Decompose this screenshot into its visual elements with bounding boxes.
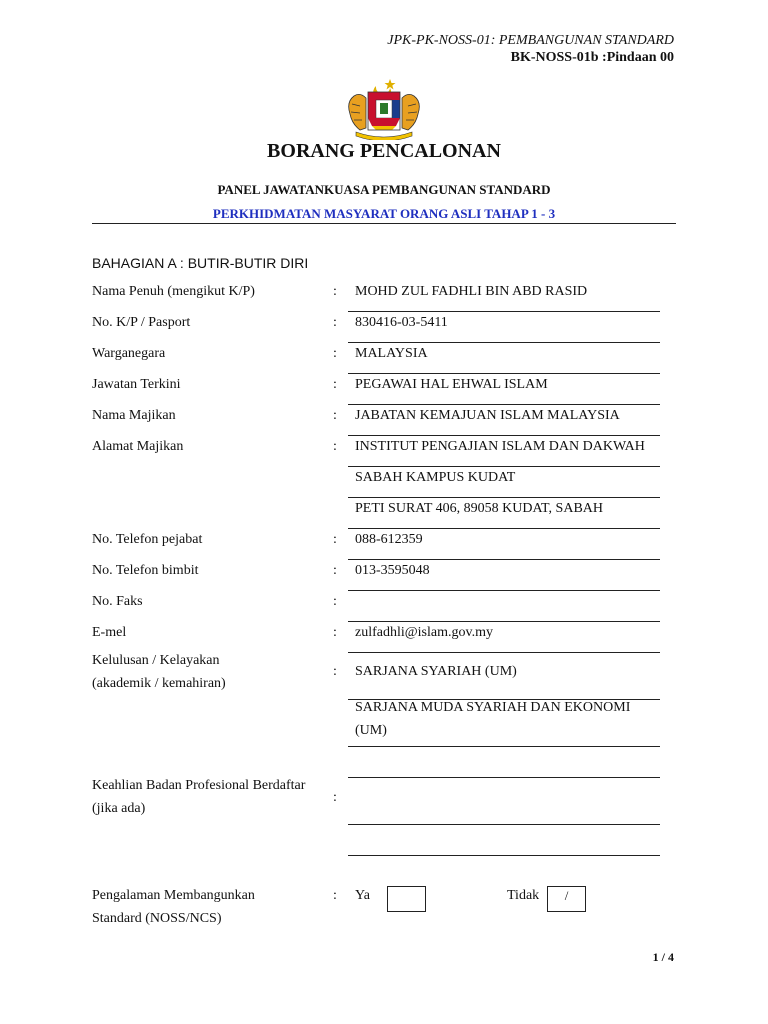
field-colon: : (333, 625, 337, 640)
field-label-mobile-phone: No. Telefon bimbit (92, 563, 199, 578)
field-label-professional-body: Keahlian Badan Profesional Berdaftar (92, 778, 306, 793)
field-label-employer-address: Alamat Majikan (92, 439, 184, 454)
title-divider (92, 223, 676, 224)
option-yes-label: Ya (355, 888, 370, 903)
field-value-office-phone[interactable]: 088-612359 (355, 532, 423, 547)
page-number: 1 / 4 (652, 950, 674, 964)
field-value-email[interactable]: zulfadhli@islam.gov.my (355, 625, 493, 640)
field-underline (348, 590, 660, 591)
field-value-full-name[interactable]: MOHD ZUL FADHLI BIN ABD RASID (355, 284, 588, 299)
field-colon: : (333, 532, 337, 547)
field-underline (348, 855, 660, 856)
option-yes-checkbox[interactable] (387, 886, 426, 912)
field-colon: : (333, 664, 337, 679)
field-value-ic[interactable]: 830416-03-5411 (355, 315, 448, 330)
field-value-position[interactable]: PEGAWAI HAL EHWAL ISLAM (355, 377, 548, 392)
field-label-position: Jawatan Terkini (92, 377, 181, 392)
option-no-label: Tidak (507, 888, 540, 903)
form-subtitle: PANEL JAWATANKUASA PEMBANGUNAN STANDARD (217, 182, 551, 197)
field-label-office-phone: No. Telefon pejabat (92, 532, 203, 547)
field-label-ic: No. K/P / Pasport (92, 315, 191, 330)
field-label-experience-note: Standard (NOSS/NCS) (92, 911, 222, 926)
field-label-experience: Pengalaman Membangunkan (92, 888, 255, 903)
form-title: BORANG PENCALONAN (267, 140, 501, 162)
field-colon: : (333, 284, 337, 299)
field-value-employer[interactable]: JABATAN KEMAJUAN ISLAM MALAYSIA (355, 408, 620, 423)
field-underline (348, 824, 660, 825)
field-colon: : (333, 594, 337, 609)
option-no-checkbox[interactable]: / (547, 886, 586, 912)
field-label-fax: No. Faks (92, 594, 143, 609)
field-label-nationality: Warganegara (92, 346, 166, 361)
field-label-qualification-note: (akademik / kemahiran) (92, 676, 226, 691)
field-colon: : (333, 888, 337, 903)
field-value-qualification-2-cont[interactable]: (UM) (355, 723, 387, 738)
field-value-address-line-3[interactable]: PETI SURAT 406, 89058 KUDAT, SABAH (355, 501, 604, 516)
field-underline (348, 777, 660, 778)
field-value-address-line-1[interactable]: INSTITUT PENGAJIAN ISLAM DAN DAKWAH (355, 439, 645, 454)
field-label-email: E-mel (92, 625, 127, 640)
field-value-qualification-2[interactable]: SARJANA MUDA SYARIAH DAN EKONOMI (355, 700, 631, 715)
field-colon: : (333, 315, 337, 330)
field-label-employer: Nama Majikan (92, 408, 176, 423)
field-label-professional-note: (jika ada) (92, 801, 146, 816)
field-colon: : (333, 408, 337, 423)
program-title: PERKHIDMATAN MASYARAT ORANG ASLI TAHAP 1 - 3 (212, 206, 556, 221)
field-colon: : (333, 790, 337, 805)
document-code: JPK-PK-NOSS-01: PEMBANGUNAN STANDARD (387, 33, 674, 48)
field-colon: : (333, 346, 337, 361)
field-value-mobile-phone[interactable]: 013-3595048 (355, 563, 430, 578)
document-reference: BK-NOSS-01b :Pindaan 00 (510, 50, 674, 65)
field-colon: : (333, 563, 337, 578)
field-colon: : (333, 439, 337, 454)
section-heading: BAHAGIAN A : BUTIR-BUTIR DIRI (92, 255, 309, 271)
field-underline (348, 652, 660, 653)
field-label-full-name: Nama Penuh (mengikut K/P) (92, 284, 255, 299)
field-colon: : (333, 377, 337, 392)
field-value-nationality[interactable]: MALAYSIA (355, 346, 428, 361)
malaysia-coat-of-arms-icon (336, 76, 432, 140)
field-label-qualification: Kelulusan / Kelayakan (92, 653, 220, 668)
field-value-qualification-1[interactable]: SARJANA SYARIAH (UM) (355, 664, 517, 679)
field-underline (348, 746, 660, 747)
field-value-address-line-2[interactable]: SABAH KAMPUS KUDAT (355, 470, 516, 485)
